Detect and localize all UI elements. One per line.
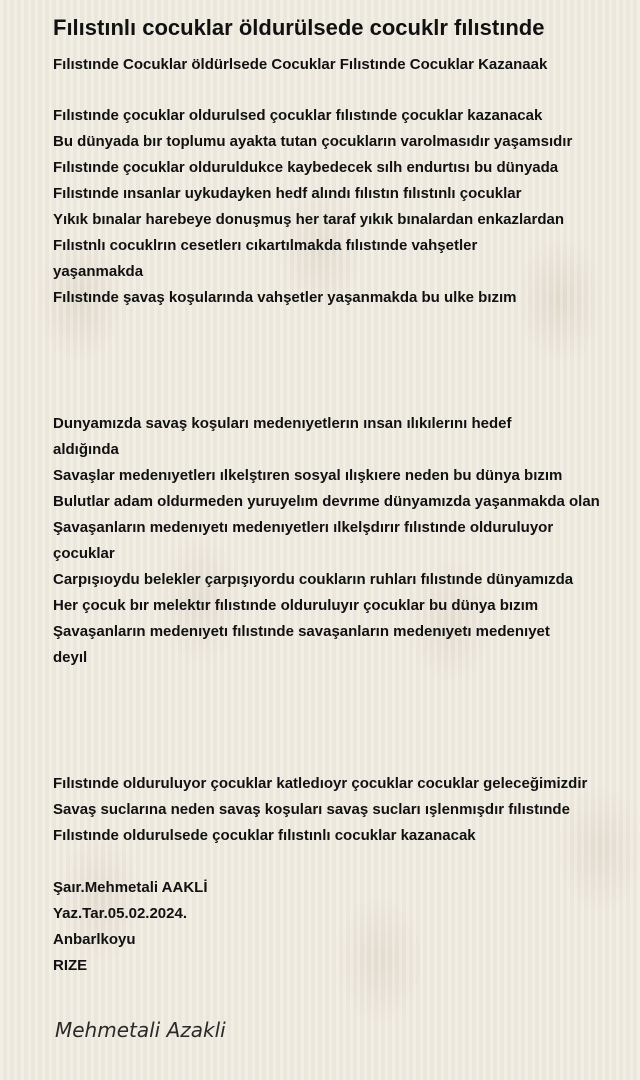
poem-line: Fılıstınde çocuklar oldurulsed çocuklar fılıstınde çocuklar kazanacak xyxy=(53,107,543,124)
poem-title: Fılıstınlı cocuklar öldurülsede cocuklr fılıstınde xyxy=(53,15,545,40)
author-info xyxy=(53,875,640,979)
poem-line: Dunyamızda savaş koşuları medenıyetlerın ınsan ılıkılerını hedef xyxy=(53,415,512,432)
poem-line: Şavaşanların medenıyetı fılıstınde savaşanların medenıyetı medenıyet xyxy=(53,623,550,640)
poem-line: Fılıstınde oldurulsede çocuklar fılıstınlı cocuklar kazanacak xyxy=(53,827,476,844)
poem-line: yaşanmakda xyxy=(53,263,144,280)
poem-line: Carpışıoydu belekler çarpışıyordu coukların ruhları fılıstınde dünyamızda xyxy=(53,571,574,588)
poem-line: Savaş suclarına neden savaş koşuları savaş sucları ışlenmışdır fılıstınde xyxy=(53,801,570,818)
poem-line: aldığında xyxy=(53,441,119,458)
stanza-1 xyxy=(53,103,640,311)
stanza-2 xyxy=(53,411,640,671)
poem-line: Bu dünyada bır toplumu ayakta tutan çocukların varolmasıdır yaşamsıdır xyxy=(53,133,573,150)
poem-line: Fılıstnlı cocuklrın cesetlerı cıkartılmakda fılıstınde vahşetler xyxy=(53,237,478,254)
author-name: Şaır.Mehmetali AAKLİ xyxy=(53,879,208,896)
poem-line: Her çocuk bır melektır fılıstınde olduruluyır çocuklar bu dünya bızım xyxy=(53,597,539,614)
poem-subtitle: Fılıstınde Cocuklar öldürlsede Cocuklar Fılıstınde Cocuklar Kazanaak xyxy=(53,56,548,73)
poem-line: Savaşlar medenıyetlerı ılkelştıren sosyal ılışkıere neden bu dünya bızım xyxy=(53,467,563,484)
poem-line: Fılıstınde çocuklar olduruldukce kaybedecek sılh endurtısı bu dünyada xyxy=(53,159,559,176)
signature: Mehmetali Azakli xyxy=(55,1018,226,1042)
poem-line: Yıkık bınalar harebeye donuşmuş her taraf yıkık bınalardan enkazlardan xyxy=(53,211,565,228)
author-city: RIZE xyxy=(53,957,88,974)
poem-line: Şavaşanların medenıyetı medenıyetlerı ılkelşdırır fılıstınde olduruluyor xyxy=(53,519,554,536)
poem-line: Fılıstınde ınsanlar uykudayken hedf alındı fılıstın fılıstınlı çocuklar xyxy=(53,185,522,202)
poem-line: deyıl xyxy=(53,649,88,666)
poem-line: çocuklar xyxy=(53,545,115,562)
author-village: Anbarlkoyu xyxy=(53,931,136,948)
write-date: Yaz.Tar.05.02.2024. xyxy=(53,905,187,922)
stanza-3 xyxy=(53,771,640,849)
poem-line: Fılıstınde olduruluyor çocuklar katledıoyr çocuklar cocuklar geleceğimizdir xyxy=(53,775,588,792)
poem-line: Bulutlar adam oldurmeden yuruyelım devrıme dünyamızda yaşanmakda olan xyxy=(53,493,600,510)
poem-line: Fılıstınde şavaş koşularında vahşetler yaşanmakda bu ulke bızım xyxy=(53,289,517,306)
